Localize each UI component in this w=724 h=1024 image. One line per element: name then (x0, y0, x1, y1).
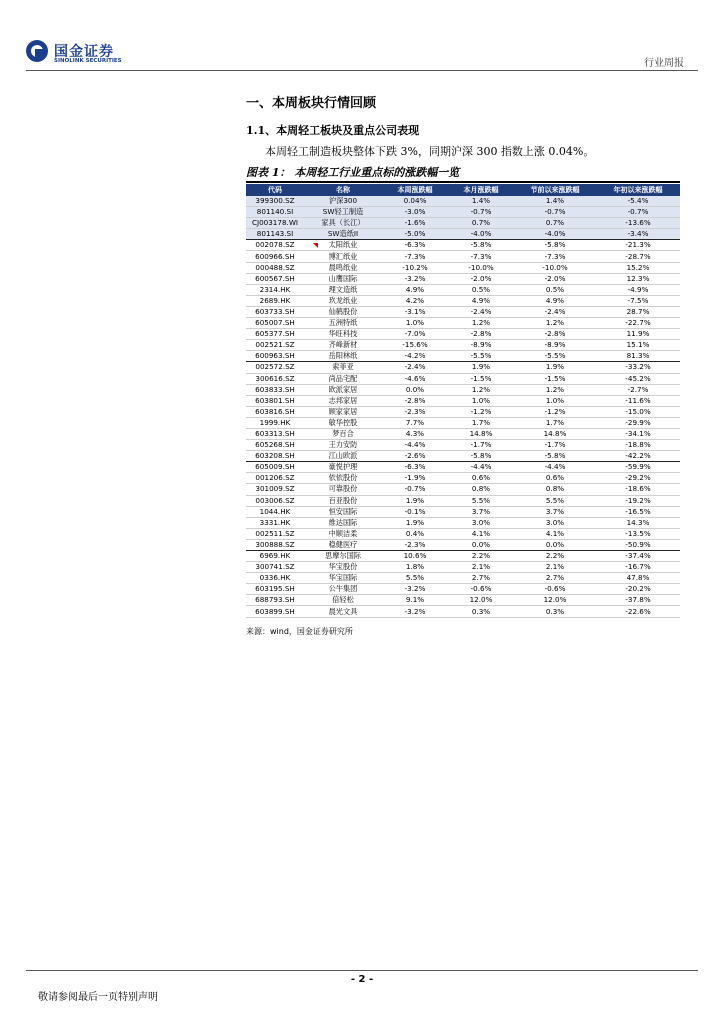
table-row (246, 562, 680, 573)
stock-code-cell: 3331.HK (246, 517, 304, 528)
change-cell: -7.3% (514, 251, 596, 262)
section-title: 一、本周板块行情回顾 (246, 96, 377, 111)
change-cell: 1.0% (448, 395, 514, 406)
change-cell: 14.3% (596, 517, 680, 528)
stock-name-cell: 维达国际 (304, 517, 382, 528)
stock-code-cell: 300888.SZ (246, 539, 304, 550)
stock-code-cell: 300616.SZ (246, 373, 304, 384)
table-row (246, 517, 680, 528)
stock-name-cell: 华宝国际 (304, 573, 382, 584)
logo-chinese-name: 国金证券 (54, 44, 114, 60)
stock-code-cell: 688793.SH (246, 595, 304, 606)
table-row (246, 251, 680, 262)
table-row (246, 351, 680, 362)
stock-code-cell: 603208.SH (246, 451, 304, 462)
change-cell: -37.8% (596, 595, 680, 606)
change-cell: -0.7% (448, 207, 514, 218)
change-cell: 0.3% (448, 606, 514, 617)
change-cell: -15.0% (596, 406, 680, 417)
change-cell: -11.6% (596, 395, 680, 406)
change-cell: 0.7% (448, 218, 514, 229)
change-cell: -1.9% (382, 473, 448, 484)
stock-code-cell: 1999.HK (246, 417, 304, 428)
stock-name-cell: 豪悦护理 (304, 462, 382, 473)
change-cell: 1.4% (514, 196, 596, 207)
stock-name-cell: 敏华控股 (304, 417, 382, 428)
figure-title-rule (246, 181, 680, 183)
logo-mark-icon (26, 40, 48, 62)
footer-divider (26, 970, 698, 971)
stock-name-cell: 倍轻松 (304, 595, 382, 606)
change-cell: 3.7% (448, 506, 514, 517)
change-cell: -4.4% (382, 440, 448, 451)
stock-code-cell: 001206.SZ (246, 473, 304, 484)
change-cell: 1.2% (514, 384, 596, 395)
table-header-row (246, 184, 680, 196)
change-cell: 0.0% (448, 539, 514, 550)
stock-name-cell: 百亚股份 (304, 495, 382, 506)
change-cell: 1.8% (382, 562, 448, 573)
table-row (246, 384, 680, 395)
change-cell: -10.0% (448, 262, 514, 273)
stock-code-cell: 0336.HK (246, 573, 304, 584)
table-row (246, 207, 680, 218)
change-cell: -3.2% (382, 273, 448, 284)
stock-code-cell: 600963.SH (246, 351, 304, 362)
stock-name-cell: 稳健医疗 (304, 539, 382, 550)
change-cell: 2.7% (514, 573, 596, 584)
change-cell: -5.5% (448, 351, 514, 362)
stock-code-cell: 1044.HK (246, 506, 304, 517)
change-cell: 1.7% (448, 417, 514, 428)
change-cell: -16.7% (596, 562, 680, 573)
change-cell: -15.6% (382, 340, 448, 351)
stock-name-cell: 沪深300 (304, 196, 382, 207)
change-cell: -50.9% (596, 539, 680, 550)
figure-title: 图表 1： 本周轻工行业重点标的涨跌幅一览 (246, 166, 460, 179)
change-cell: 0.8% (448, 484, 514, 495)
change-cell: -2.8% (448, 329, 514, 340)
table-row (246, 417, 680, 428)
change-cell: -59.9% (596, 462, 680, 473)
stock-name-cell: 太阳纸业 (304, 240, 382, 251)
change-cell: -4.6% (382, 373, 448, 384)
stock-name-cell: 博汇纸业 (304, 251, 382, 262)
stock-code-cell: 605007.SH (246, 318, 304, 329)
table-row (246, 462, 680, 473)
stock-name-cell: 欧派家居 (304, 384, 382, 395)
change-cell: 0.8% (514, 484, 596, 495)
stock-name-cell: 恒安国际 (304, 506, 382, 517)
change-cell: -2.4% (448, 306, 514, 317)
change-cell: -2.0% (514, 273, 596, 284)
change-cell: -34.1% (596, 428, 680, 439)
stock-name-cell: 晨光文具 (304, 606, 382, 617)
change-cell: -4.4% (448, 462, 514, 473)
stock-code-cell: 300741.SZ (246, 562, 304, 573)
change-cell: 4.1% (514, 528, 596, 539)
stock-name-cell: 依依股份 (304, 473, 382, 484)
change-cell: -0.1% (382, 506, 448, 517)
change-cell: 1.0% (514, 395, 596, 406)
table-row (246, 506, 680, 517)
column-header: 年初以来涨跌幅 (596, 184, 680, 196)
change-cell: -7.5% (596, 295, 680, 306)
table-row (246, 329, 680, 340)
stock-name-cell: 顾家家居 (304, 406, 382, 417)
change-cell: 1.9% (382, 495, 448, 506)
change-cell: -3.0% (382, 207, 448, 218)
change-cell: 0.04% (382, 196, 448, 207)
change-cell: 3.0% (514, 517, 596, 528)
change-cell: 1.9% (448, 362, 514, 373)
change-cell: 3.7% (514, 506, 596, 517)
stock-code-cell: 603833.SH (246, 384, 304, 395)
stock-code-cell: 6969.HK (246, 551, 304, 562)
table-row (246, 484, 680, 495)
table-row (246, 318, 680, 329)
change-cell: -4.9% (596, 284, 680, 295)
change-cell: -42.2% (596, 451, 680, 462)
change-cell: 12.0% (448, 595, 514, 606)
change-cell: -4.2% (382, 351, 448, 362)
change-cell: -2.0% (448, 273, 514, 284)
change-cell: -6.3% (382, 240, 448, 251)
table-row (246, 473, 680, 484)
change-cell: -28.7% (596, 251, 680, 262)
stock-code-cell: 600966.SH (246, 251, 304, 262)
change-cell: -18.6% (596, 484, 680, 495)
report-type: 行业周报 (644, 58, 684, 69)
table-row (246, 373, 680, 384)
change-cell: 15.2% (596, 262, 680, 273)
change-cell: -1.5% (448, 373, 514, 384)
change-cell: -5.4% (596, 196, 680, 207)
change-cell: -2.3% (382, 539, 448, 550)
table-row (246, 295, 680, 306)
figure-source: 来源：wind，国金证券研究所 (246, 627, 353, 636)
change-cell: 5.5% (514, 495, 596, 506)
change-cell: -5.0% (382, 229, 448, 240)
stock-name-cell: 思摩尔国际 (304, 551, 382, 562)
change-cell: 5.5% (382, 573, 448, 584)
change-cell: -22.7% (596, 318, 680, 329)
stock-name-cell: 玖龙纸业 (304, 295, 382, 306)
change-cell: -7.3% (448, 251, 514, 262)
stock-name-cell: 江山欧派 (304, 451, 382, 462)
change-cell: 4.1% (448, 528, 514, 539)
stock-name-cell: 尚品宅配 (304, 373, 382, 384)
change-cell: -29.2% (596, 473, 680, 484)
stock-name-cell: 家具（长江） (304, 218, 382, 229)
change-cell: 0.7% (514, 218, 596, 229)
table-row (246, 451, 680, 462)
stock-name-cell: 可靠股份 (304, 484, 382, 495)
change-cell: -13.6% (596, 218, 680, 229)
change-cell: 0.3% (514, 606, 596, 617)
change-cell: 1.4% (448, 196, 514, 207)
column-header: 本周涨跌幅 (382, 184, 448, 196)
change-cell: -5.8% (448, 240, 514, 251)
table-row (246, 406, 680, 417)
change-cell: 14.8% (514, 428, 596, 439)
change-cell: -2.8% (514, 329, 596, 340)
change-cell: 10.6% (382, 551, 448, 562)
performance-table (246, 184, 680, 618)
change-cell: 15.1% (596, 340, 680, 351)
change-cell: -8.9% (514, 340, 596, 351)
table-row (246, 340, 680, 351)
table-row (246, 528, 680, 539)
table-row (246, 584, 680, 595)
change-cell: -5.8% (448, 451, 514, 462)
stock-code-cell: 000488.SZ (246, 262, 304, 273)
change-cell: 1.9% (382, 517, 448, 528)
change-cell: -1.7% (514, 440, 596, 451)
stock-code-cell: 603313.SH (246, 428, 304, 439)
stock-name-cell: 梦百合 (304, 428, 382, 439)
stock-name-cell: 中顺洁柔 (304, 528, 382, 539)
column-header: 名称 (304, 184, 382, 196)
change-cell: 1.2% (448, 318, 514, 329)
change-cell: 4.9% (514, 295, 596, 306)
change-cell: 1.9% (514, 362, 596, 373)
change-cell: 28.7% (596, 306, 680, 317)
stock-name-cell: 仙鹤股份 (304, 306, 382, 317)
change-cell: -1.5% (514, 373, 596, 384)
logo-english-name: SINOLINK SECURITIES (54, 58, 122, 64)
table-row (246, 428, 680, 439)
change-cell: -2.6% (382, 451, 448, 462)
stock-name-cell: 志邦家居 (304, 395, 382, 406)
change-cell: 1.7% (514, 417, 596, 428)
disclaimer: 敬请参阅最后一页特别声明 (38, 992, 158, 1003)
change-cell: 1.2% (448, 384, 514, 395)
stock-code-cell: 605268.SH (246, 440, 304, 451)
change-cell: 4.2% (382, 295, 448, 306)
change-cell: -1.7% (448, 440, 514, 451)
stock-name-cell: 晨鸣纸业 (304, 262, 382, 273)
table-row (246, 196, 680, 207)
change-cell: -13.5% (596, 528, 680, 539)
change-cell: -3.1% (382, 306, 448, 317)
change-cell: -0.7% (382, 484, 448, 495)
change-cell: 0.5% (448, 284, 514, 295)
change-cell: 0.4% (382, 528, 448, 539)
change-cell: 2.1% (448, 562, 514, 573)
change-cell: 9.1% (382, 595, 448, 606)
stock-code-cell: 2314.HK (246, 284, 304, 295)
change-cell: -2.7% (596, 384, 680, 395)
change-cell: -1.6% (382, 218, 448, 229)
stock-code-cell: 605377.SH (246, 329, 304, 340)
change-cell: 12.3% (596, 273, 680, 284)
stock-code-cell: 002572.SZ (246, 362, 304, 373)
stock-name-cell: 齐峰新材 (304, 340, 382, 351)
change-cell: 2.2% (448, 551, 514, 562)
change-cell: -3.2% (382, 584, 448, 595)
change-cell: -18.8% (596, 440, 680, 451)
stock-name-cell: 华旺科技 (304, 329, 382, 340)
stock-name-cell: 理文造纸 (304, 284, 382, 295)
section-paragraph: 本周轻工制造板块整体下跌 3%，同期沪深 300 指数上涨 0.04%。 (265, 145, 595, 158)
change-cell: 11.9% (596, 329, 680, 340)
column-header: 本月涨跌幅 (448, 184, 514, 196)
change-cell: 14.8% (448, 428, 514, 439)
page-number: - 2 - (350, 974, 374, 985)
change-cell: 0.0% (514, 539, 596, 550)
stock-code-cell: CJ003178.WI (246, 218, 304, 229)
change-cell: 2.2% (514, 551, 596, 562)
change-cell: -37.4% (596, 551, 680, 562)
change-cell: -2.3% (382, 406, 448, 417)
table-row (246, 306, 680, 317)
change-cell: 4.9% (382, 284, 448, 295)
change-cell: 47.8% (596, 573, 680, 584)
change-cell: -1.2% (514, 406, 596, 417)
change-cell: 2.7% (448, 573, 514, 584)
change-cell: -10.2% (382, 262, 448, 273)
stock-code-cell: 600567.SH (246, 273, 304, 284)
stock-code-cell: 399300.SZ (246, 196, 304, 207)
table-row (246, 284, 680, 295)
stock-code-cell: 603816.SH (246, 406, 304, 417)
column-header: 代码 (246, 184, 304, 196)
table-row (246, 595, 680, 606)
table-row (246, 539, 680, 550)
stock-code-cell: 603195.SH (246, 584, 304, 595)
change-cell: -33.2% (596, 362, 680, 373)
change-cell: 4.3% (382, 428, 448, 439)
stock-name-cell: SW轻工制造 (304, 207, 382, 218)
change-cell: -10.0% (514, 262, 596, 273)
stock-code-cell: 002521.SZ (246, 340, 304, 351)
table-row (246, 551, 680, 562)
table-row (246, 573, 680, 584)
change-cell: -0.6% (514, 584, 596, 595)
change-cell: -5.5% (514, 351, 596, 362)
stock-name-cell: 五洲特纸 (304, 318, 382, 329)
header-divider (26, 70, 698, 71)
change-cell: -2.4% (514, 306, 596, 317)
change-cell: -0.7% (596, 207, 680, 218)
change-cell: 0.5% (514, 284, 596, 295)
stock-code-cell: 801143.SI (246, 229, 304, 240)
change-cell: 81.3% (596, 351, 680, 362)
column-header: 节前以来涨跌幅 (514, 184, 596, 196)
change-cell: 5.5% (448, 495, 514, 506)
change-cell: -0.7% (514, 207, 596, 218)
table-row (246, 262, 680, 273)
table-row (246, 606, 680, 617)
comment-flag-icon (313, 243, 318, 248)
change-cell: -2.4% (382, 362, 448, 373)
stock-code-cell: 003006.SZ (246, 495, 304, 506)
change-cell: 1.2% (514, 318, 596, 329)
table-row (246, 240, 680, 251)
stock-code-cell: 002511.SZ (246, 528, 304, 539)
change-cell: -22.6% (596, 606, 680, 617)
change-cell: -7.0% (382, 329, 448, 340)
table-row (246, 395, 680, 406)
stock-name-cell: 山鹰国际 (304, 273, 382, 284)
stock-code-cell: 603733.SH (246, 306, 304, 317)
change-cell: -3.2% (382, 606, 448, 617)
stock-code-cell: 002078.SZ (246, 240, 304, 251)
table-row (246, 362, 680, 373)
table-row (246, 273, 680, 284)
change-cell: -4.0% (448, 229, 514, 240)
stock-code-cell: 605009.SH (246, 462, 304, 473)
change-cell: 2.1% (514, 562, 596, 573)
stock-code-cell: 603899.SH (246, 606, 304, 617)
change-cell: 3.0% (448, 517, 514, 528)
change-cell: -29.9% (596, 417, 680, 428)
table-row (246, 218, 680, 229)
stock-code-cell: 301009.SZ (246, 484, 304, 495)
change-cell: -4.4% (514, 462, 596, 473)
change-cell: -21.3% (596, 240, 680, 251)
change-cell: 12.0% (514, 595, 596, 606)
change-cell: 0.6% (448, 473, 514, 484)
change-cell: -5.8% (514, 240, 596, 251)
change-cell: -16.5% (596, 506, 680, 517)
change-cell: -19.2% (596, 495, 680, 506)
change-cell: 7.7% (382, 417, 448, 428)
change-cell: -20.2% (596, 584, 680, 595)
stock-code-cell: 801140.SI (246, 207, 304, 218)
table-row (246, 229, 680, 240)
change-cell: -2.8% (382, 395, 448, 406)
company-logo (26, 40, 136, 68)
stock-code-cell: 2689.HK (246, 295, 304, 306)
change-cell: -3.4% (596, 229, 680, 240)
stock-name-cell: 王力安防 (304, 440, 382, 451)
change-cell: -6.3% (382, 462, 448, 473)
stock-name-cell: 索菲亚 (304, 362, 382, 373)
stock-name-cell: 华宝股份 (304, 562, 382, 573)
table-row (246, 440, 680, 451)
table-row (246, 495, 680, 506)
change-cell: -0.6% (448, 584, 514, 595)
change-cell: 0.0% (382, 384, 448, 395)
stock-name-cell: SW造纸II (304, 229, 382, 240)
change-cell: -45.2% (596, 373, 680, 384)
change-cell: 0.6% (514, 473, 596, 484)
change-cell: -7.3% (382, 251, 448, 262)
section-subtitle: 1.1、本周轻工板块及重点公司表现 (246, 124, 420, 137)
change-cell: -4.0% (514, 229, 596, 240)
change-cell: 1.0% (382, 318, 448, 329)
stock-code-cell: 603801.SH (246, 395, 304, 406)
change-cell: 4.9% (448, 295, 514, 306)
stock-name-cell: 岳阳林纸 (304, 351, 382, 362)
change-cell: -8.9% (448, 340, 514, 351)
stock-name-cell: 公牛集团 (304, 584, 382, 595)
change-cell: -5.8% (514, 451, 596, 462)
change-cell: -1.2% (448, 406, 514, 417)
